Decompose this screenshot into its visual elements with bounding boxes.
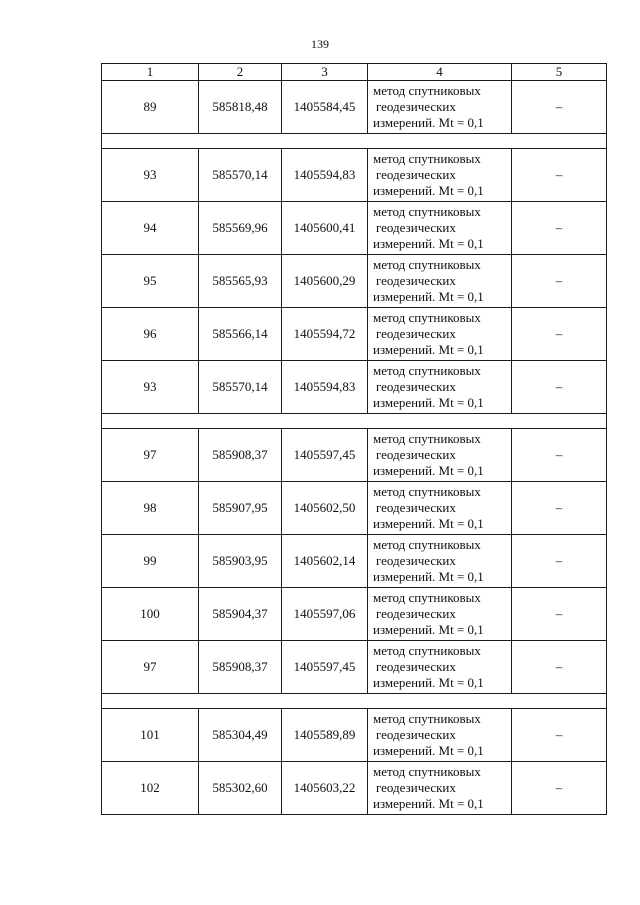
y-coordinate-cell: 1405602,50 <box>282 482 368 535</box>
method-cell <box>368 709 512 762</box>
point-number-cell: 97 <box>102 429 199 482</box>
method-text-line: геодезических <box>376 500 456 515</box>
method-text-line: измерений. Mt = 0,1 <box>373 115 484 130</box>
table-row <box>102 429 607 482</box>
method-text-line: измерений. Mt = 0,1 <box>373 743 484 758</box>
x-coordinate-cell: 585570,14 <box>199 361 282 414</box>
y-coordinate-cell: 1405597,06 <box>282 588 368 641</box>
column-header: 2 <box>199 64 282 81</box>
note-cell: – <box>512 81 607 134</box>
point-number-cell: 93 <box>102 149 199 202</box>
table-header-row <box>102 64 607 81</box>
point-number-cell: 102 <box>102 762 199 815</box>
point-number-cell: 97 <box>102 641 199 694</box>
method-text-line: геодезических <box>376 99 456 114</box>
table-row <box>102 709 607 762</box>
method-text-line: геодезических <box>376 447 456 462</box>
point-number-cell: 94 <box>102 202 199 255</box>
y-coordinate-cell: 1405594,72 <box>282 308 368 361</box>
x-coordinate-cell: 585907,95 <box>199 482 282 535</box>
method-text-line: геодезических <box>376 553 456 568</box>
method-text-line: геодезических <box>376 326 456 341</box>
y-coordinate-cell: 1405597,45 <box>282 641 368 694</box>
method-text-line: метод спутниковых <box>373 431 481 446</box>
method-text-line: измерений. Mt = 0,1 <box>373 183 484 198</box>
x-coordinate-cell: 585908,37 <box>199 641 282 694</box>
table-row <box>102 641 607 694</box>
point-number-cell: 93 <box>102 361 199 414</box>
method-text-line: метод спутниковых <box>373 151 481 166</box>
column-header: 3 <box>282 64 368 81</box>
method-cell <box>368 255 512 308</box>
note-cell: – <box>512 361 607 414</box>
table-row <box>102 535 607 588</box>
method-text-line: метод спутниковых <box>373 537 481 552</box>
table-row <box>102 202 607 255</box>
method-cell <box>368 762 512 815</box>
table-row <box>102 81 607 134</box>
x-coordinate-cell: 585818,48 <box>199 81 282 134</box>
point-number-cell: 95 <box>102 255 199 308</box>
point-number-cell: 99 <box>102 535 199 588</box>
method-text-line: метод спутниковых <box>373 590 481 605</box>
table-row <box>102 588 607 641</box>
column-header: 1 <box>102 64 199 81</box>
x-coordinate-cell: 585566,14 <box>199 308 282 361</box>
method-cell <box>368 361 512 414</box>
note-cell: – <box>512 202 607 255</box>
table-row <box>102 255 607 308</box>
method-text-line: измерений. Mt = 0,1 <box>373 289 484 304</box>
column-header: 4 <box>368 64 512 81</box>
table-body <box>102 81 607 815</box>
method-text-line: метод спутниковых <box>373 363 481 378</box>
method-text-line: геодезических <box>376 167 456 182</box>
method-text-line: метод спутниковых <box>373 711 481 726</box>
note-cell: – <box>512 482 607 535</box>
y-coordinate-cell: 1405600,29 <box>282 255 368 308</box>
table-row <box>102 149 607 202</box>
method-cell <box>368 535 512 588</box>
table-row <box>102 308 607 361</box>
method-cell <box>368 641 512 694</box>
x-coordinate-cell: 585908,37 <box>199 429 282 482</box>
method-text-line: измерений. Mt = 0,1 <box>373 463 484 478</box>
x-coordinate-cell: 585304,49 <box>199 709 282 762</box>
method-text-line: измерений. Mt = 0,1 <box>373 342 484 357</box>
x-coordinate-cell: 585569,96 <box>199 202 282 255</box>
group-separator-row <box>102 414 607 429</box>
method-text-line: измерений. Mt = 0,1 <box>373 675 484 690</box>
method-cell <box>368 308 512 361</box>
method-cell <box>368 81 512 134</box>
separator-cell <box>102 694 607 709</box>
method-text-line: измерений. Mt = 0,1 <box>373 236 484 251</box>
method-text-line: метод спутниковых <box>373 83 481 98</box>
y-coordinate-cell: 1405600,41 <box>282 202 368 255</box>
column-header: 5 <box>512 64 607 81</box>
method-cell <box>368 588 512 641</box>
x-coordinate-cell: 585570,14 <box>199 149 282 202</box>
group-separator-row <box>102 694 607 709</box>
y-coordinate-cell: 1405584,45 <box>282 81 368 134</box>
note-cell: – <box>512 429 607 482</box>
x-coordinate-cell: 585302,60 <box>199 762 282 815</box>
method-cell <box>368 482 512 535</box>
method-text-line: геодезических <box>376 379 456 394</box>
separator-cell <box>102 134 607 149</box>
method-text-line: геодезических <box>376 659 456 674</box>
method-text-line: метод спутниковых <box>373 643 481 658</box>
method-cell <box>368 149 512 202</box>
method-text-line: измерений. Mt = 0,1 <box>373 796 484 811</box>
point-number-cell: 98 <box>102 482 199 535</box>
method-text-line: геодезических <box>376 273 456 288</box>
note-cell: – <box>512 535 607 588</box>
note-cell: – <box>512 709 607 762</box>
point-number-cell: 96 <box>102 308 199 361</box>
separator-cell <box>102 414 607 429</box>
method-text-line: геодезических <box>376 606 456 621</box>
table-row <box>102 361 607 414</box>
point-number-cell: 89 <box>102 81 199 134</box>
x-coordinate-cell: 585904,37 <box>199 588 282 641</box>
note-cell: – <box>512 308 607 361</box>
method-text-line: измерений. Mt = 0,1 <box>373 569 484 584</box>
method-text-line: метод спутниковых <box>373 484 481 499</box>
method-text-line: метод спутниковых <box>373 764 481 779</box>
table-row <box>102 762 607 815</box>
note-cell: – <box>512 588 607 641</box>
method-text-line: измерений. Mt = 0,1 <box>373 395 484 410</box>
method-text-line: измерений. Mt = 0,1 <box>373 622 484 637</box>
y-coordinate-cell: 1405602,14 <box>282 535 368 588</box>
note-cell: – <box>512 762 607 815</box>
method-cell <box>368 202 512 255</box>
point-number-cell: 101 <box>102 709 199 762</box>
x-coordinate-cell: 585565,93 <box>199 255 282 308</box>
y-coordinate-cell: 1405594,83 <box>282 361 368 414</box>
coordinates-table <box>101 63 607 815</box>
y-coordinate-cell: 1405603,22 <box>282 762 368 815</box>
note-cell: – <box>512 255 607 308</box>
method-text-line: геодезических <box>376 780 456 795</box>
method-cell <box>368 429 512 482</box>
note-cell: – <box>512 149 607 202</box>
method-text-line: геодезических <box>376 220 456 235</box>
y-coordinate-cell: 1405594,83 <box>282 149 368 202</box>
method-text-line: метод спутниковых <box>373 257 481 272</box>
method-text-line: метод спутниковых <box>373 310 481 325</box>
y-coordinate-cell: 1405589,89 <box>282 709 368 762</box>
page-number: 139 <box>311 37 329 51</box>
x-coordinate-cell: 585903,95 <box>199 535 282 588</box>
point-number-cell: 100 <box>102 588 199 641</box>
method-text-line: измерений. Mt = 0,1 <box>373 516 484 531</box>
note-cell: – <box>512 641 607 694</box>
group-separator-row <box>102 134 607 149</box>
method-text-line: метод спутниковых <box>373 204 481 219</box>
method-text-line: геодезических <box>376 727 456 742</box>
y-coordinate-cell: 1405597,45 <box>282 429 368 482</box>
table-row <box>102 482 607 535</box>
